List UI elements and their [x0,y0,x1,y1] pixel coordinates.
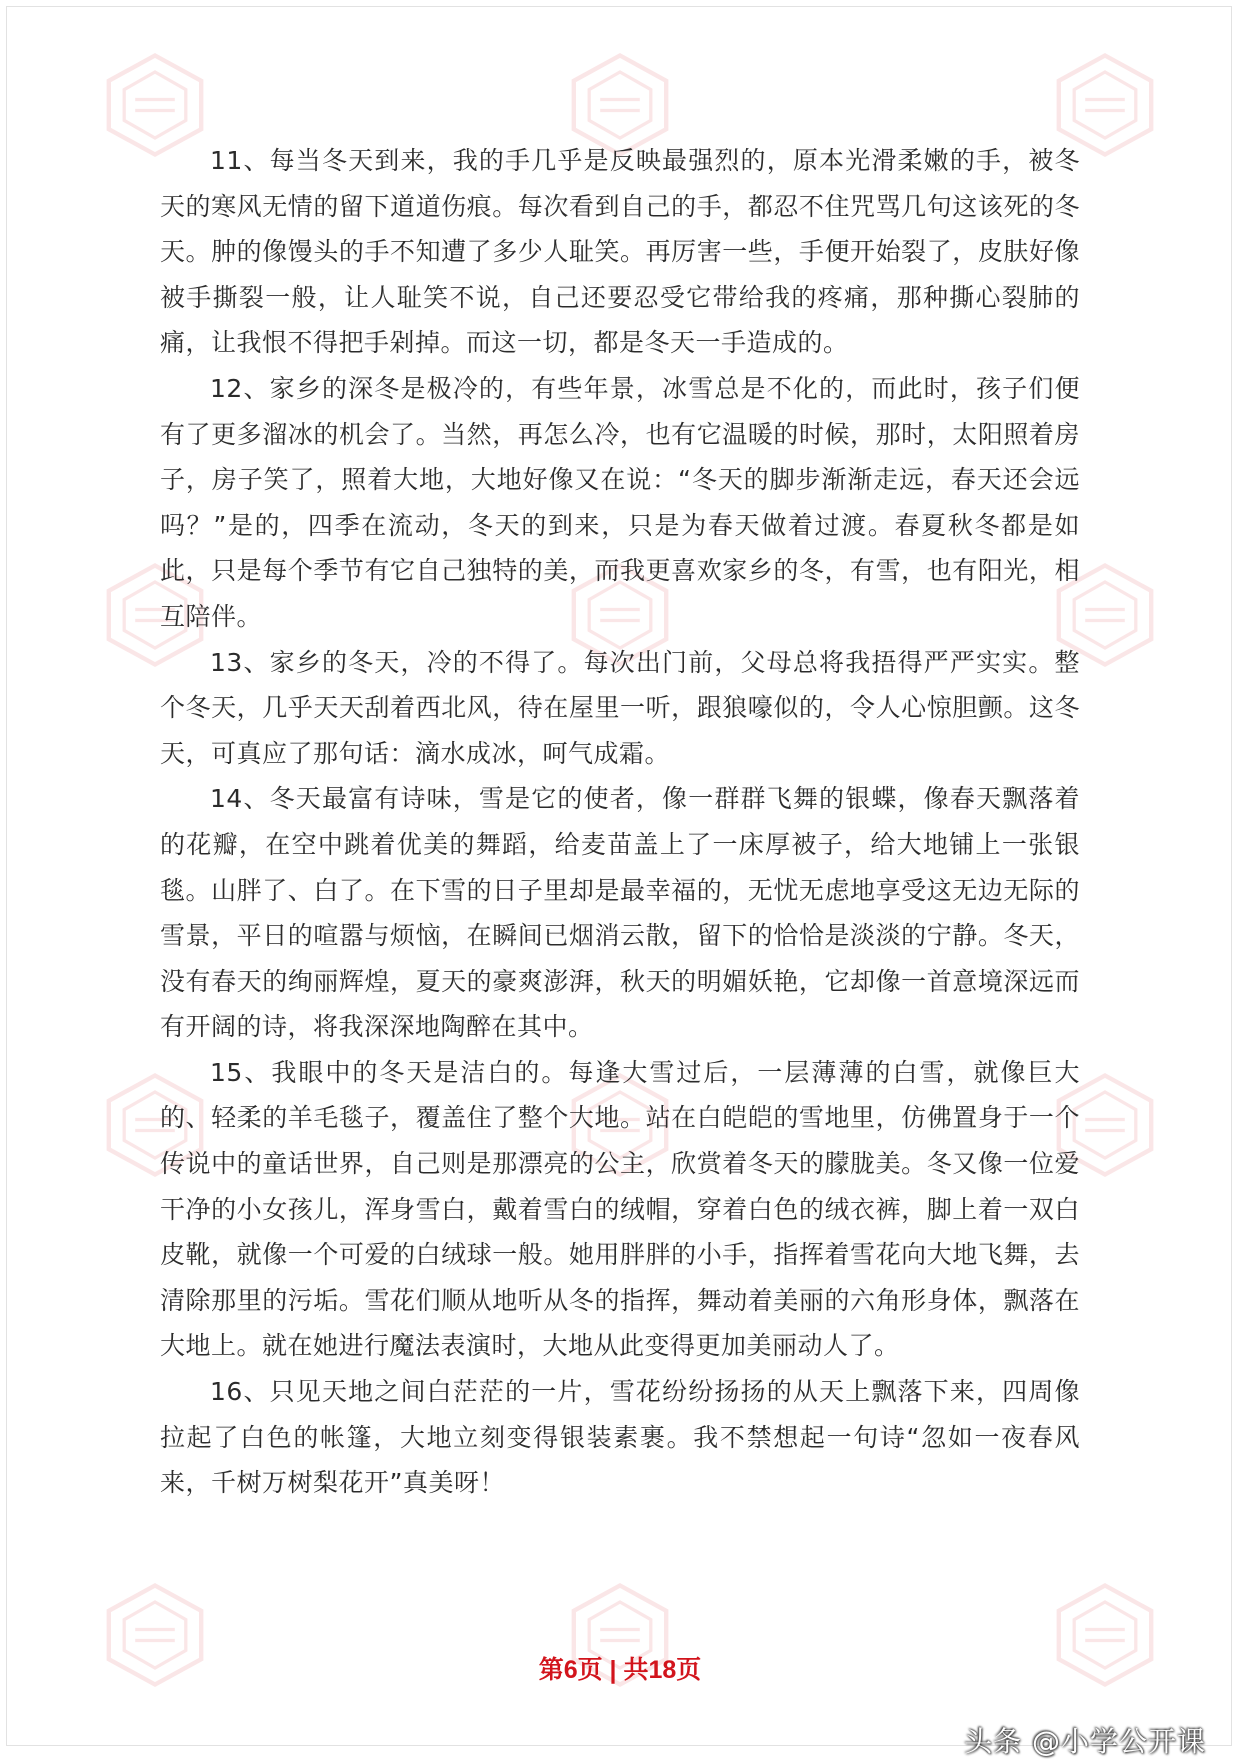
article-body [160,138,1080,1506]
paragraph-13: 13、家乡的冬天，冷的不得了。每次出门前，父母总将我捂得严严实实。整个冬天，几乎天天刮着西北风，待在屋里一听，跟狼嚎似的，令人心惊胆颤。这冬天，可真应了那句话：滴水成冰，呵气成霜。 [160,647,1080,768]
paragraph-14: 14、冬天最富有诗味，雪是它的使者，像一群群飞舞的银蝶，像春天飘落着的花瓣，在空中跳着优美的舞蹈，给麦苗盖上了一床厚被子，给大地铺上一张银毯。山胖了、白了。在下雪的日子里却是最幸福的，无忧无虑地享受这无边无际的雪景，平日的喧嚣与烦恼，在瞬间已烟消云散，留下的恰恰是淡淡的宁静。冬天，没有春天的绚丽辉煌，夏天的豪爽澎湃，秋天的明媚妖艳，它却像一首意境深远而有开阔的诗，将我深深地陶醉在其中。 [160,784,1080,1042]
paragraph-11: 11、每当冬天到来，我的手几乎是反映最强烈的，原本光滑柔嫩的手，被冬天的寒风无情的留下道道伤痕。每次看到自己的手，都忍不住咒骂几句这该死的冬天。肿的像馒头的手不知遭了多少人耻笑。再厉害一些，手便开始裂了，皮肤好像被手撕裂一般，让人耻笑不说，自己还要忍受它带给我的疼痛，那种撕心裂肺的痛，让我恨不得把手剁掉。而这一切，都是冬天一手造成的。 [160,146,1080,358]
paragraph-16: 16、只见天地之间白茫茫的一片，雪花纷纷扬扬的从天上飘落下来，四周像拉起了白色的帐篷，大地立刻变得银装素裹。我不禁想起一句诗“忽如一夜春风来，千树万树梨花开”真美呀！ [160,1377,1080,1498]
paragraph-12: 12、家乡的深冬是极冷的，有些年景，冰雪总是不化的，而此时，孩子们便有了更多溜冰的机会了。当然，再怎么冷，也有它温暖的时候，那时，太阳照着房子，房子笑了，照着大地，大地好像又在说：“冬天的脚步渐渐走远，春天还会远吗？”是的，四季在流动，冬天的到来，只是为春天做着过渡。春夏秋冬都是如此，只是每个季节有它自己独特的美，而我更喜欢家乡的冬，有雪，也有阳光，相互陪伴。 [160,373,1080,631]
page-number: 第6页 | 共18页 [538,1656,702,1684]
paragraph-15: 15、我眼中的冬天是洁白的。每逢大雪过后，一层薄薄的白雪，就像巨大的、轻柔的羊毛毯子，覆盖住了整个大地。站在白皑皑的雪地里，仿佛置身于一个传说中的童话世界，自己则是那漂亮的公主，欣赏着冬天的朦胧美。冬又像一位爱干净的小女孩儿，浑身雪白，戴着雪白的绒帽，穿着白色的绒衣裤，脚上着一双白皮靴，就像一个可爱的白绒球一般。她用胖胖的小手，指挥着雪花向大地飞舞，去清除那里的污垢。雪花们顺从地听从冬的指挥，舞动着美丽的六角形身体，飘落在大地上。就在她进行魔法表演时，大地从此变得更加美丽动人了。 [160,1057,1080,1361]
source-watermark: 头条 @小学公开课 [964,1725,1206,1758]
